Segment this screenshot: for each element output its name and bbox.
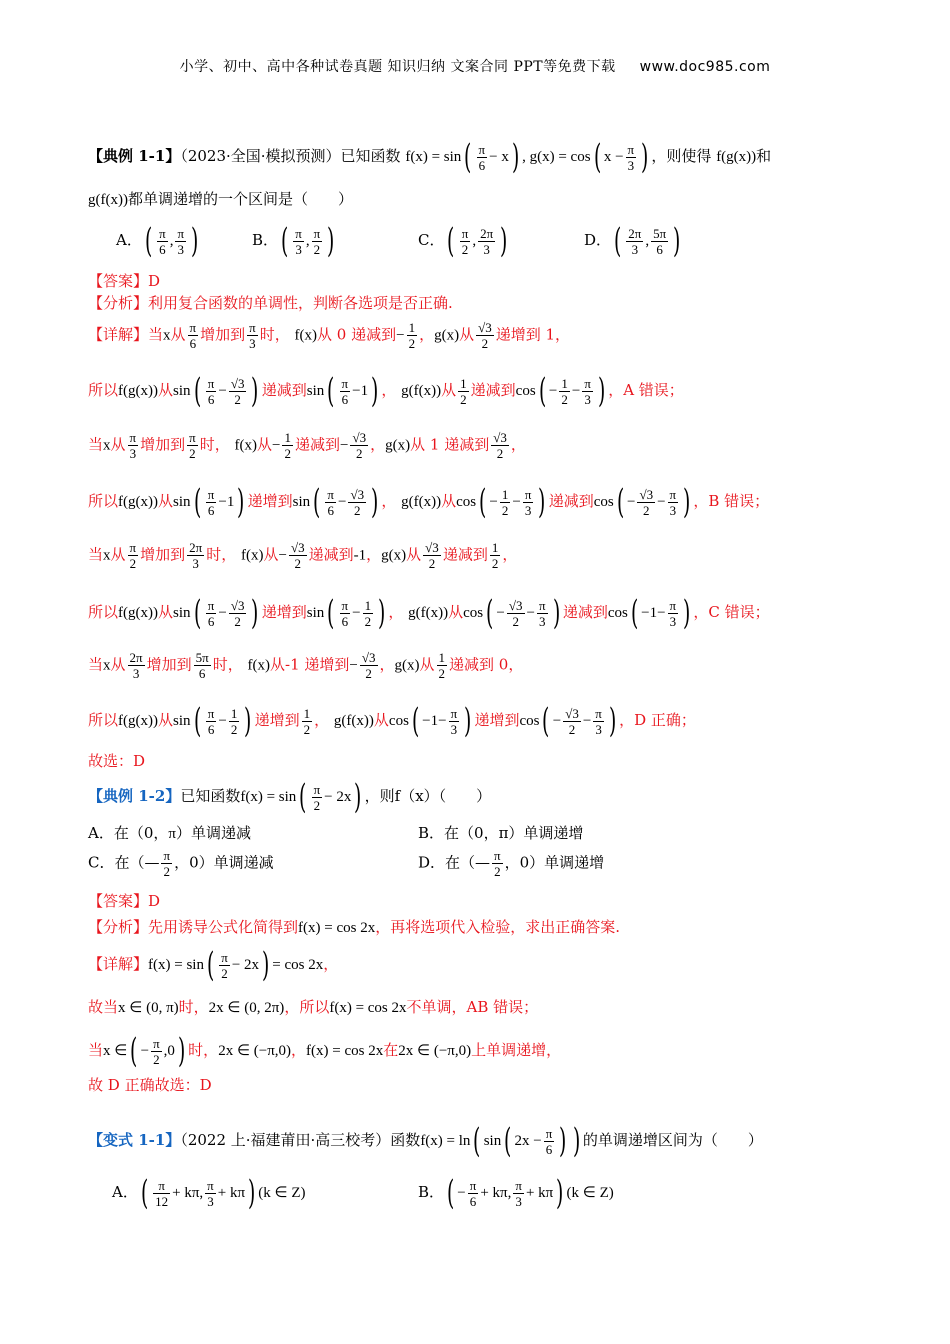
ex1-line2: 都单调递增的一个区间是（ ）: [127, 190, 353, 208]
ex1-question-line1: 【典例 1-1】（2023·全国·模拟预测）已知函数 f(x) = sin( $\frac{\pi}{6}$ − x) , g(x) = cos( x − $\frac{\pi}{3}$ ) ，则使得 f(g(x))和: [88, 137, 772, 177]
ex2-answer: 【答案】D: [88, 892, 161, 910]
var1-option-a: A．( $\frac{\pi}{12}$ + kπ, $\frac{\pi}{3}$ + kπ) (k ∈ Z): [112, 1173, 306, 1213]
header-text: 小学、初中、高中各种试卷真题 知识归纳 文案合同 PPT等免费下载: [179, 59, 616, 75]
var1-tag: 【变式 1-1】: [88, 1131, 181, 1149]
ex2-option-d: D．在（— $\frac{\pi}{2}$ ，0）单调递增: [418, 848, 605, 879]
ex1-detail-6: 所以f(g(x))从sin( $\frac{\pi}{6}$ − $\frac{√3}{2}$ ) 递增到sin( $\frac{\pi}{6}$ − $\frac{1}{2}$ ) ， g(f(x))从cos( − $\frac{√3}{2}$ − $\frac{\pi}{3}$ ) 递减到cos( −1− $\frac{\pi}{3}$ ) ，C 错误；: [88, 593, 770, 633]
ex1-conclusion: 故选：D: [88, 752, 146, 770]
ex2-option-b: B．在（0，π）单调递增: [418, 824, 584, 842]
ex1-detail-4: 所以f(g(x))从sin( $\frac{\pi}{6}$ −1) 递增到sin( $\frac{\pi}{6}$ − $\frac{√3}{2}$ ) ， g(f(x))从cos( − $\frac{1}{2}$ − $\frac{\pi}{3}$ ) 递减到cos( − $\frac{√3}{2}$ − $\frac{\pi}{3}$ ) ，B 错误；: [88, 482, 770, 522]
ex1-option-d: D．( $\frac{2\pi}{3}$ , $\frac{5\pi}{6}$ ): [584, 221, 681, 261]
ex1-detail-8: 所以f(g(x))从sin( $\frac{\pi}{6}$ − $\frac{1}{2}$ ) 递增到 $\frac{1}{2}$ ， g(f(x))从cos( −1− $\frac{\pi}{3}$ ) 递增到cos( − $\frac{√3}{2}$ − $\frac{\pi}{3}$ ) ，D 正确；: [88, 701, 696, 741]
ex1-and: 和: [756, 147, 772, 165]
ex1-detail-3: 当x从 $\frac{\pi}{3}$ 增加到 $\frac{\pi}{2}$ 时， f(x)从− $\frac{1}{2}$ 递减到− $\frac{√3}{2}$ ，g(x)从 1 递减到 $\frac{√3}{2}$ ，: [88, 430, 526, 461]
header-site: www.doc985.com: [639, 59, 771, 75]
ex2-tag: 【典例 1-2】: [88, 787, 181, 805]
ex1-tag: 【典例 1-1】: [88, 147, 181, 165]
ex1-detail-1: 【详解】当x从 $\frac{\pi}{6}$ 增加到 $\frac{\pi}{3}$ 时， f(x)从 0 递减到− $\frac{1}{2}$ ，g(x)从 $\frac{√3}{2}$ 递增到 1，: [88, 320, 571, 351]
ex1-detail-2: 所以f(g(x))从sin( $\frac{\pi}{6}$ − $\frac{√3}{2}$ ) 递减到sin( $\frac{\pi}{6}$ −1) ， g(f(x))从 $\frac{1}{2}$ 递减到cos( − $\frac{1}{2}$ − $\frac{\pi}{3}$ ) ，A 错误；: [88, 371, 684, 411]
ex1-option-b: B．( $\frac{\pi}{3}$ , $\frac{\pi}{2}$ ): [252, 221, 335, 261]
ex2-detail-3: 当x ∈( − $\frac{\pi}{2}$ ,0) 时，2x ∈ (−π,0)，f(x) = cos 2x在2x ∈ (−π,0)上单调递增，: [88, 1031, 562, 1071]
ex2-detail-1: 【详解】f(x) = sin( $\frac{\pi}{2}$ − 2x) = cos 2x，: [88, 945, 339, 985]
ex1-comma: ，则使得: [651, 147, 712, 165]
ex2-analysis: 【分析】先用诱导公式化简得到f(x) = cos 2x，再将选项代入检验，求出正确答案.: [88, 918, 620, 936]
ex1-option-a: A．( $\frac{\pi}{6}$ , $\frac{\pi}{3}$ ): [116, 221, 199, 261]
var1-option-b: B．( − $\frac{\pi}{6}$ + kπ, $\frac{\pi}{3}$ + kπ) (k ∈ Z): [418, 1173, 614, 1213]
ex1-option-c: C．( $\frac{\pi}{2}$ , $\frac{2\pi}{3}$ ): [418, 221, 508, 261]
ex2-option-c: C．在（— $\frac{\pi}{2}$ ，0）单调递减: [88, 848, 274, 879]
ex1-analysis: 【分析】利用复合函数的单调性，判断各选项是否正确.: [88, 294, 453, 312]
ex1-question-line2: g(f(x))都单调递增的一个区间是（ ）: [88, 190, 353, 208]
ex1-answer: 【答案】D: [88, 272, 161, 290]
ex1-detail-5: 当x从 $\frac{\pi}{2}$ 增加到 $\frac{2\pi}{3}$ 时， f(x)从− $\frac{√3}{2}$ 递减到-1，g(x)从 $\frac{√3}{2}$ 递减到 $\frac{1}{2}$ ，: [88, 540, 518, 571]
ex2-option-a: A．在（0，π）单调递减: [88, 824, 251, 842]
ex1-detail-7: 当x从 $\frac{2\pi}{3}$ 增加到 $\frac{5\pi}{6}$ 时， f(x)从-1 递增到− $\frac{√3}{2}$ ，g(x)从 $\frac{1}{2}$ 递减到 0，: [88, 650, 524, 681]
ex1-source: （2023·全国·模拟预测）已知函数: [180, 147, 401, 165]
ex2-question: 【典例 1-2】已知函数f(x) = sin( $\frac{\pi}{2}$ − 2x) ，则f（x）（ ）: [88, 777, 492, 817]
page-header: [0, 56, 950, 76]
var1-question: 【变式 1-1】（2022 上·福建莆田·高三校考）函数f(x) = ln( sin( 2x − $\frac{\pi}{6}$ ) ) 的单调递增区间为（ ）: [88, 1121, 763, 1161]
ex2-conclusion: 故 D 正确故选：D: [88, 1076, 212, 1094]
ex2-detail-2: 故当x ∈ (0, π)时，2x ∈ (0, 2π)，所以f(x) = cos 2x不单调，AB 错误；: [88, 998, 539, 1016]
